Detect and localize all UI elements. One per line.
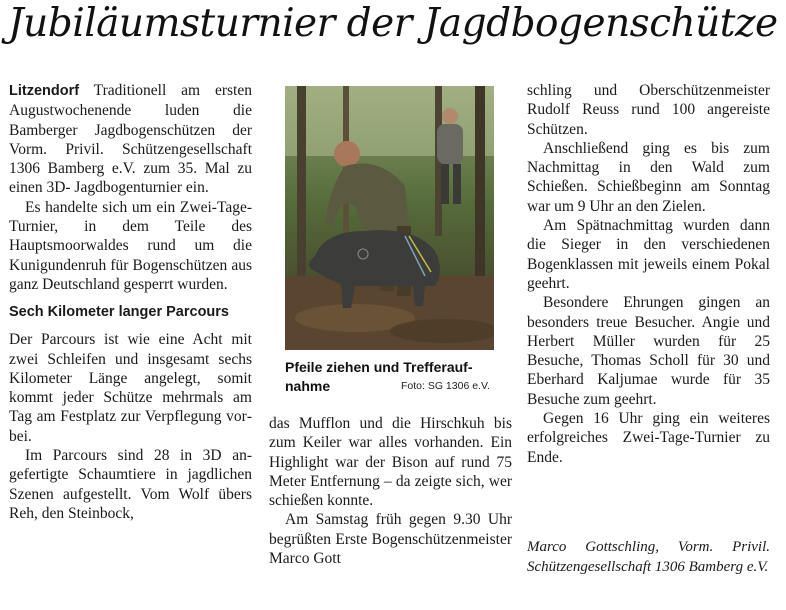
archers-forest-photo [285,86,494,350]
subheading: Sech Kilometer langer Parcours [9,304,229,321]
paragraph: Am Samstag früh gegen 9.30 Uhr begrüßten Erste Bogenschützenmeister Marco Gott [269,511,512,568]
paragraph: Am Spätnachmittag wurden dann die Sieger in den verschiedenen Bogenklassen mit jeweils einem Pokal geehrt. [527,217,770,292]
article-photo [285,86,494,350]
article-column-2 [269,414,512,568]
article-headline: Jubiläumsturnier der Jagdbogenschütze [8,1,778,46]
paragraph-text: Traditionell am ersten Augustwochenende luden die Bamberger Jagdbogenschützen der Vorm. Privil. Schützengesellschaft 1306 Bamberg e.V. zum 35. Mal zu einen 3D- Jagdbogenturnier ein. [9,82,252,197]
author-signature: Marco Gottschling, Vorm. Privil. Schützengesellschaft 1306 Bamberg e.V. [527,539,770,575]
paragraph: Im Parcours sind 28 in 3D angefertigte Schaumtiere in jagdlichen Szenen aufgestellt. Vom Wolf übers Reh, den Steinbock, [9,447,252,522]
paragraph: das Mufflon und die Hirschkuh bis zum Keiler war alles vorhanden. Ein Highlight war der Bison auf rund 75 Meter Entfernung – da zeigte sich, wer schießen konnte. [269,415,512,510]
paragraph: Es handelte sich um ein Zwei-Tage-Turnier, in dem Teile des Hauptsmoorwaldes rund um die Kunigundenruh für Bogenschützen aus ganz Deutschland gesperrt wurden. [9,198,252,293]
paragraph: Der Parcours ist wie eine Acht mit zwei Schleifen und insgesamt sechs Kilometer Länge angelegt, somit kommt jeder Schütze mehrmals am Tag am Festplatz zur Verpflegung vorbei. [9,331,252,445]
paragraph: schling und Oberschützenmeister Rudolf Reuss rund 100 angereiste Schützen. [527,82,770,138]
photo-credit: Foto: SG 1306 e.V. [401,380,490,392]
paragraph: Gegen 16 Uhr ging ein weiteres erfolgreiches Zwei-Tage-Turnier zu Ende. [527,410,770,466]
paragraph [9,81,252,198]
paragraph: Anschließend ging es bis zum Nachmittag in den Wald zum Schießen. Schießbeginn am Sonntag war um 9 Uhr an den Zielen. [527,139,770,215]
article-column-3 [527,81,770,467]
article-column-1 [9,81,252,523]
paragraph: Besondere Ehrungen gingen an besonders treue Besucher. Angie und Herbert Müller wurden für 25 Besuche, Thomas Scholl für 30 und Eberhard Kaljumae wurde für 35 Besuche zum geehrt. [527,294,770,408]
photo-caption: Pfeile ziehen und Trefferaufnahme [285,359,473,394]
dateline: Litzendorf [9,83,80,99]
